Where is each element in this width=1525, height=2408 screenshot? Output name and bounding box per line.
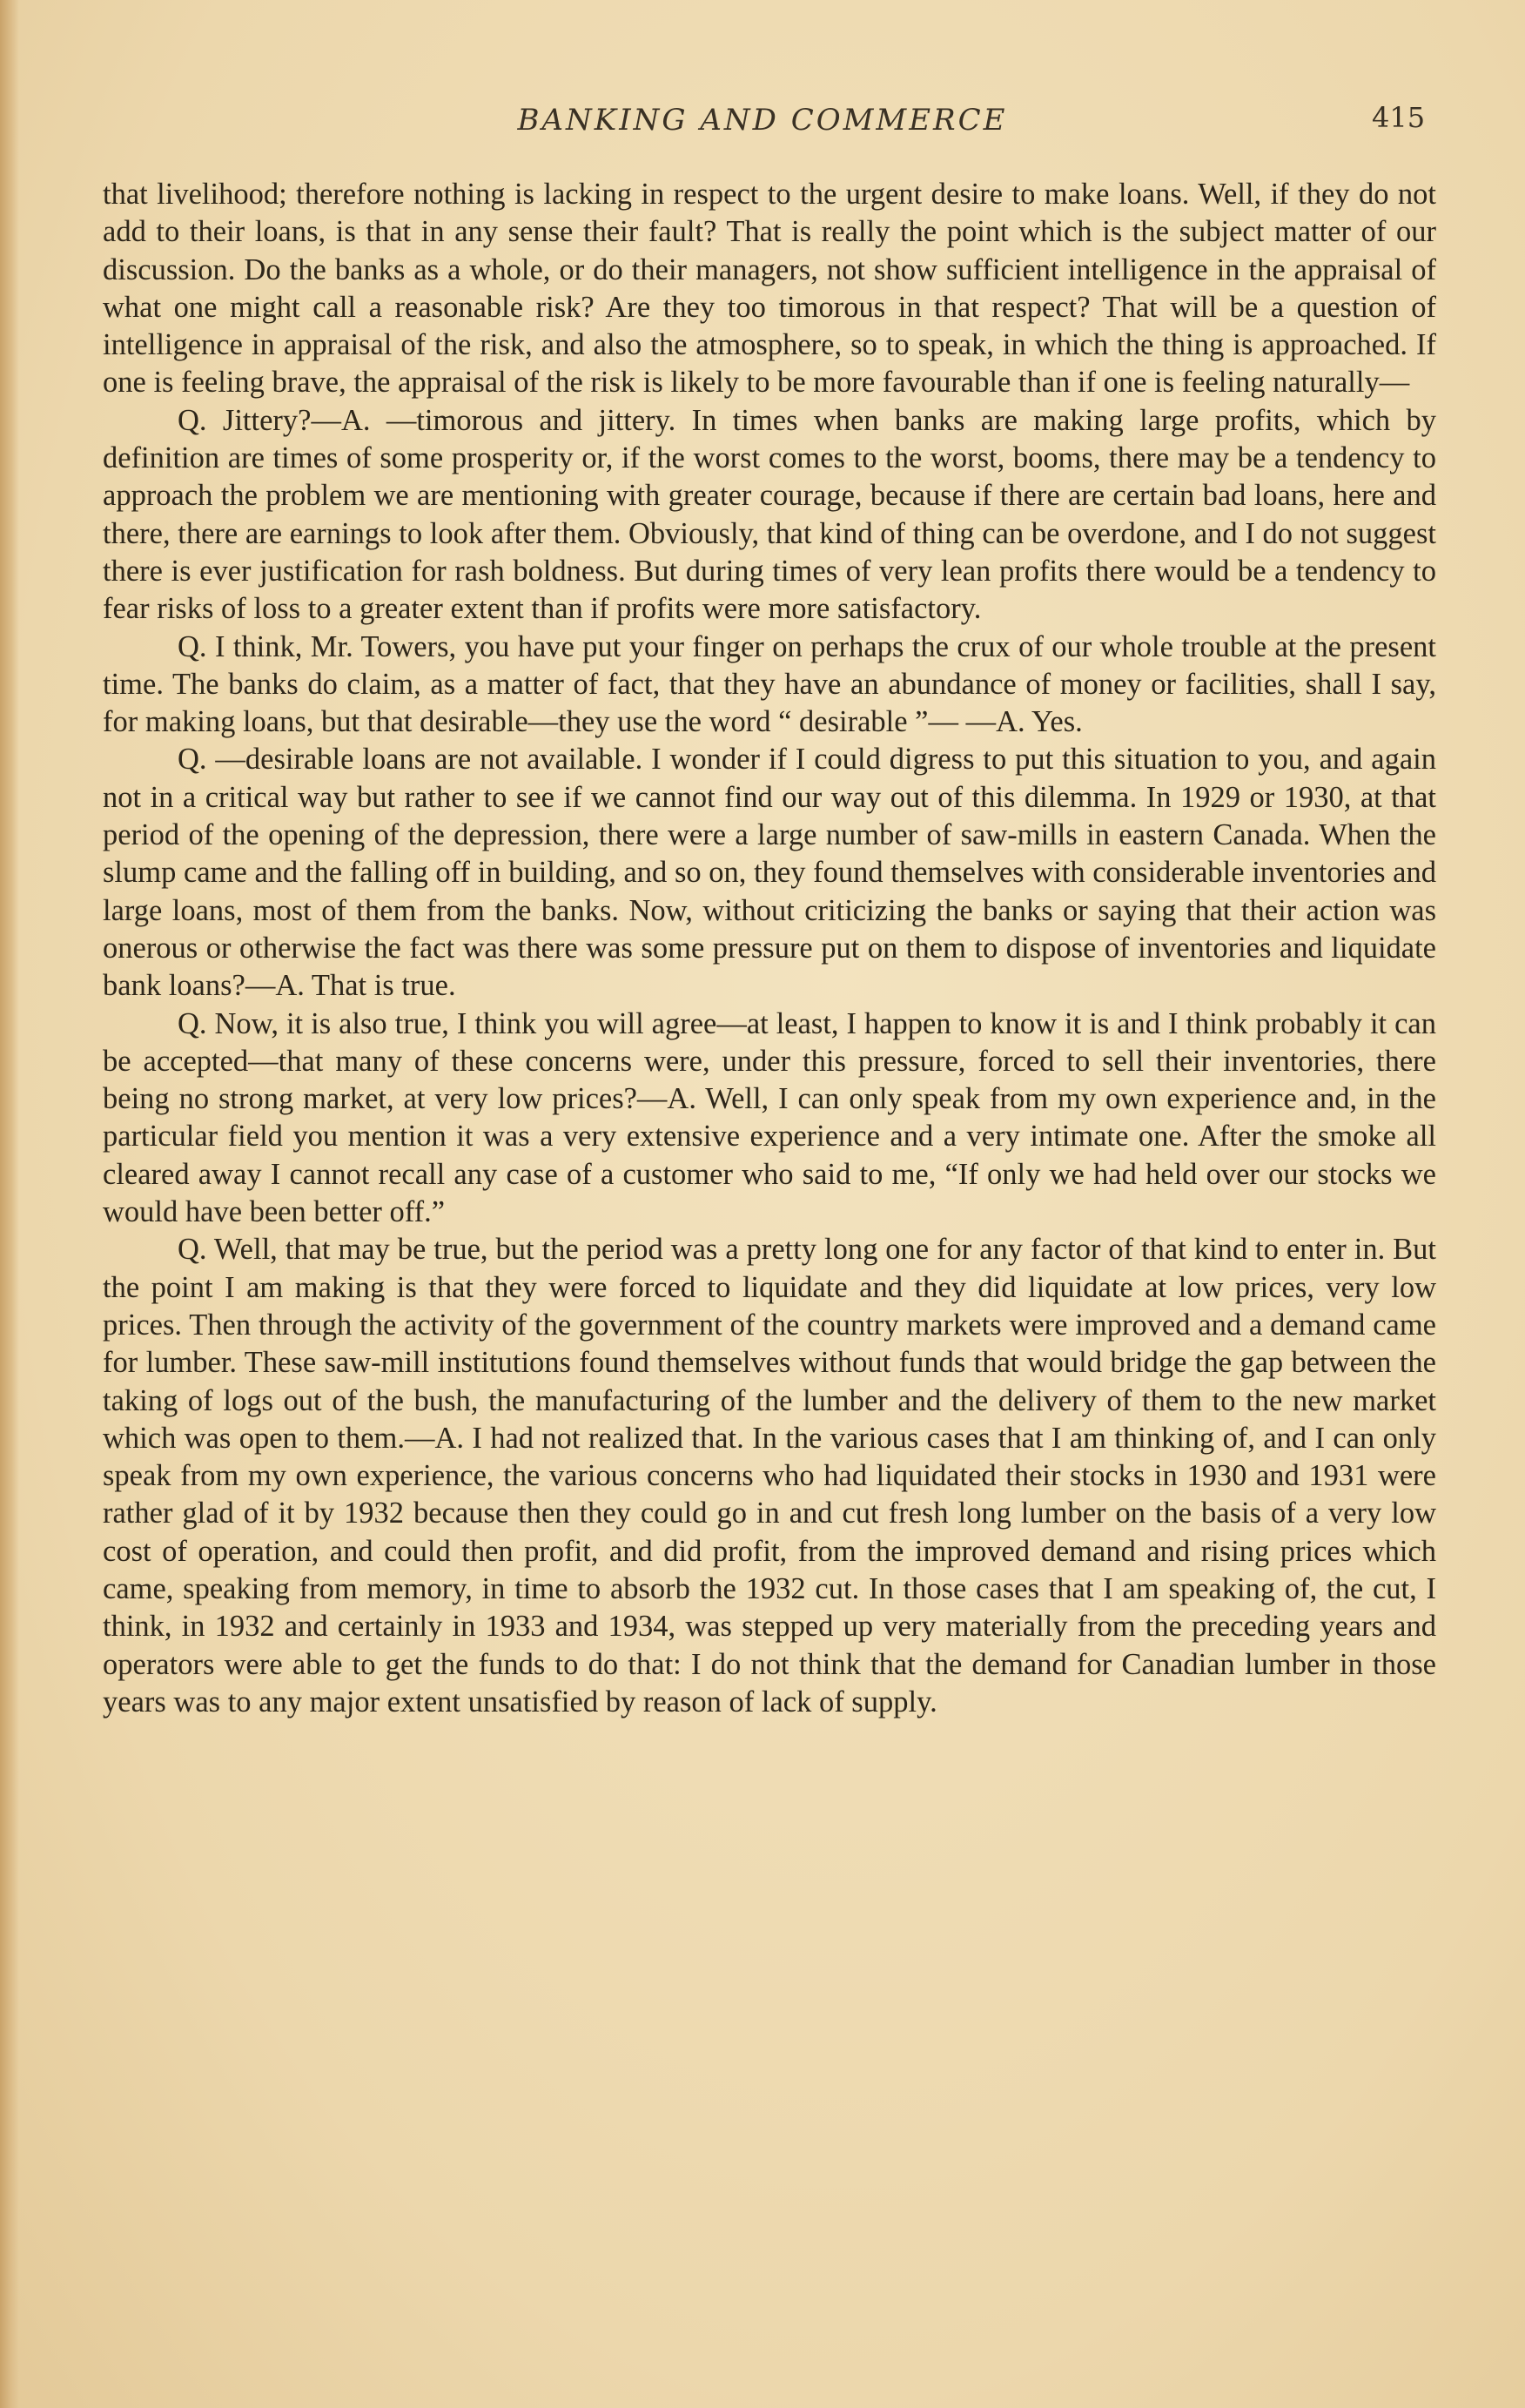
page-binding-edge (0, 0, 19, 2408)
paragraph-saw-mills: Q. —desirable loans are not available. I wonder if I could digress to put this situation to you, and again not in a critical way but rather to see if we cannot find our way out of this dilemma. In 1929 or 1930, at that period of the opening of the depression, there were a large number of saw-mills in eastern Canada. When the slump came and the falling off in building, and so on, they found themselves with considerable inventories and large loans, most of them from the banks. Now, without criticizing the banks or saying that their action was onerous or otherwise the fact was there was some pressure put on them to dispose of inventories and liquidate bank loans?—A. That is true. (103, 743, 1436, 1003)
paragraph-jittery: Q. Jittery?—A. —timorous and jittery. In times when banks are making large profits, which by definition are times of some prosperity or, if the worst comes to the worst, booms, there may be a tendency to approach the problem we are mentioning with greater courage, because if there are certain bad loans, here and there, there are earnings to look after them. Obviously, that kind of thing can be overdone, and I do not suggest there is ever justification for rash boldness. But during times of very lean profits there would be a tendency to fear risks of loss to a greater extent than if profits were more satisfactory. (103, 403, 1436, 626)
paragraph-continuation: that livelihood; therefore nothing is lacking in respect to the urgent desire to make loans. Well, if they do not add to their loans, is that in any sense their fault? That is really the point which is the subject matter of our discussion. Do the banks as a whole, or do their managers, not show sufficient intelligence in the appraisal of what one might call a reasonable risk? Are they too timorous in that respect? That will be a question of intelligence in appraisal of the risk, and also the atmosphere, so to speak, in which the thing is approached. If one is feeling brave, the appraisal of the risk is likely to be more favourable than if one is feeling naturally— (103, 178, 1436, 400)
page-header (0, 98, 1525, 150)
page-number: 415 (1372, 101, 1426, 134)
paragraph-inventories: Q. Now, it is also true, I think you will agree—at least, I happen to know it is and I think probably it can be accepted—that many of these concerns were, under this pressure, forced to sell their inventories, there being no strong market, at very low prices?—A. Well, I can only speak from my own experience and, in the particular field you mention it was a very extensive experience and a very intimate one. After the smoke all cleared away I cannot recall any case of a customer who said to me, “If only we had held over our stocks we would have been better off.” (103, 1006, 1436, 1229)
paragraph-crux: Q. I think, Mr. Towers, you have put your finger on perhaps the crux of our whole trouble at the present time. The banks do claim, as a matter of fact, that they have an abundance of money or facilities, shall I say, for making loans, but that desirable—they use the word “ desirable ”— —A. Yes. (103, 629, 1436, 739)
running-head: BANKING AND COMMERCE (517, 103, 1008, 138)
body-text (103, 176, 1436, 1721)
paragraph-lumber-demand: Q. Well, that may be true, but the period was a pretty long one for any factor of that kind to enter in. But the point I am making is that they were forced to liquidate and they did liquidate at low prices, very low prices. Then through the activity of the government of the country markets were improved and a demand came for lumber. These saw-mill institutions found themselves without funds that would bridge the gap between the taking of logs out of the bush, the manufacturing of the lumber and the delivery of them to the new market which was open to them.—A. I had not realized that. In the various cases that I am thinking of, and I can only speak from my own experience, the various concerns who had liquidated their stocks in 1930 and 1931 were rather glad of it by 1932 because then they could go in and cut fresh long lumber on the basis of a very low cost of operation, and could then profit, and did profit, from the improved demand and rising prices which came, speaking from memory, in time to absorb the 1932 cut. In those cases that I am speaking of, the cut, I think, in 1932 and certainly in 1933 and 1934, was stepped up very materially from the preceding years and operators were able to get the funds to do that: I do not think that the demand for Canadian lumber in those years was to any major extent unsatisfied by reason of lack of supply. (103, 1233, 1436, 1719)
